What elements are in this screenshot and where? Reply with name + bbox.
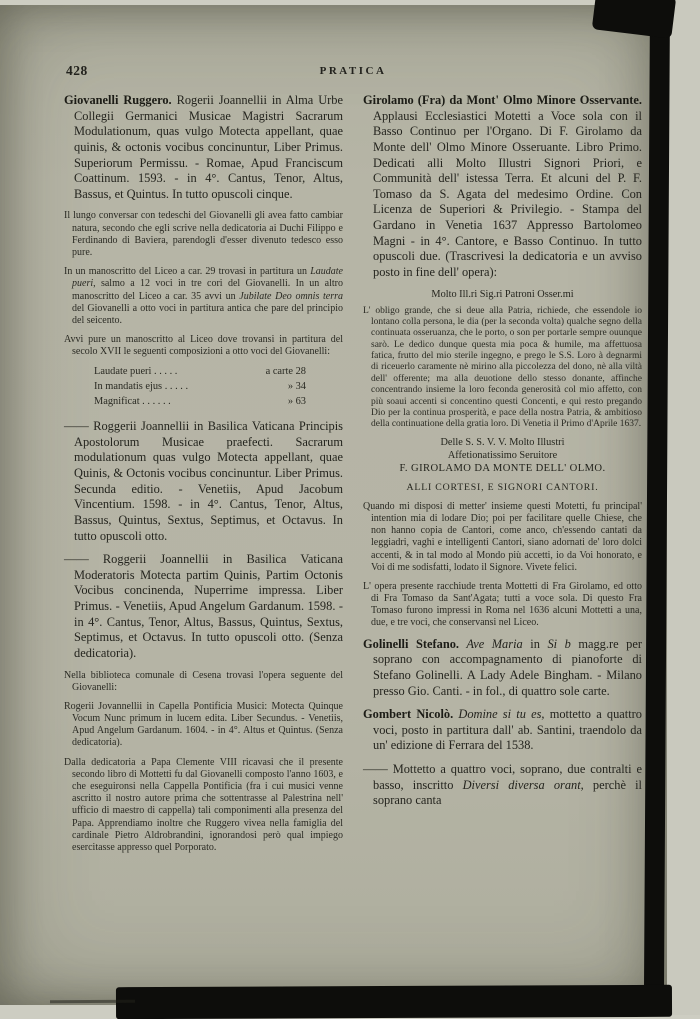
note-manoscritto-secolo-xvii	[64, 334, 343, 358]
dedication-salutation: Molto Ill.ri Sig.ri Patroni Osser.mi	[431, 288, 574, 300]
text-segment: del Giovanelli a otto voci in partitura antica che pare del principio del seicento.	[72, 302, 343, 326]
left-column	[64, 93, 343, 861]
work-list-item	[94, 395, 306, 410]
text-segment: Nella biblioteca comunale di Cesena trovasi l'opera seguente del Giovanelli:	[64, 669, 343, 693]
work-list-item	[94, 380, 306, 395]
note-capella-pontificia	[64, 701, 343, 750]
entry-girolamo-da-mont-olmo	[363, 93, 642, 281]
text-segment: Rogerii Joannellii in Alma Urbe Collegii Germanici Musicae Magistri Sacrarum Modulationum, quas vulgo Motecta appellant, quae quinis, & octonis vocibus concinuntur, Liber Primus. Superiorum Permissu. - Romae, Apud Franciscum Coattinum. 1593. - in 4°. Cantus, Tenor, Altus, Bassus, et Quintus. In tutto opuscoli cinque.	[74, 93, 343, 201]
text-segment: , salmo a 12 voci in tre cori del Giovanelli. In un altro manoscritto del Liceo a car. 35 avvi un	[72, 278, 343, 302]
text-segment: Si b	[547, 636, 571, 651]
dedication-closing-line: Affetionatissimo Seruitore	[447, 449, 558, 461]
scan-edge-shadow-bottom	[116, 985, 672, 1019]
text-segment: —— Roggerii Joannellii in Basilica Vaticana Moderatoris Motecta partim Quinis, Partim Octonis Vocibus concinenda, Nuperrime impressa. Liber Primus. - Venetiis, Apud Angelum Gardanum. 1598. - in 4°. Cantus, Tenor, Altus, Bassus, Quintus, Sextus, Septimus, et Octavus. In tutto opuscoli otto. (Senza dedicatoria).	[64, 552, 343, 660]
text-columns	[64, 93, 642, 861]
running-title: PRATICA	[319, 65, 387, 77]
work-list	[94, 365, 306, 409]
text-segment: Dalla dedicatoria a Papa Clemente VIII ricavasi che il presente secondo libro di Mottetti fu dal Giovanelli composto l'anno 1603, e che eseguironsi nella Cappella Pontificia (fra i cui musici venne ascritto il nostro autore prima che sottentrasse al Palestrina nell' ufficio di maestro di cappella) tali componimenti alla presenza del Papa. Apprendiamo inoltre che Ruggero vivea nella famiglia del cardinale Pietro Aldrobrandini, ignorandosi però qual impiego esercitasse appresso quel Porporato.	[64, 756, 343, 853]
text-segment: perchè il soprano canta	[373, 777, 642, 808]
entry-golinelli-stefano	[363, 637, 642, 700]
text-segment: Golinelli Stefano.	[363, 636, 459, 651]
note-dedicatoria-clemente-viii	[64, 757, 343, 855]
entry-gombert-mottetto	[363, 762, 642, 809]
text-segment: L' obligo grande, che si deue alla Patria, richiede, che essendole io lontano colla persona, le dia (per la seconda volta) qualche segno della continuata osseruanza, che le porto, o son per portarle sempre ouunque sarò. Le dedico dunque questa mia poca & humile, ma affettuosa fatica, frutto del mio sterile ingegno, e prego le S.S. Loro à degnarmi di riceuerlo caramente nè mirino alla piccolezza del dono, nè alla viltà dell' offerente; ma alla deuotione dello stesso donante, affinche concentrando insieme la loro feconda generosità col mio affetto, con più soaui accenti si concentino questi Concenti, e qui resto pregando Dio per la continua prosperità, e pace della nostra Patria, & ambitioso della continuatione della gratia loro. Di Venetia il Primo d'Aprile 1637.	[363, 305, 642, 430]
work-list-item	[94, 365, 306, 380]
dedication-signature: F. GIROLAMO DA MONTE DELL' OLMO.	[399, 462, 606, 474]
text-segment: Giovanelli Ruggero.	[64, 93, 172, 107]
text-segment: in	[522, 636, 548, 651]
entry-gombert-nicolo	[363, 707, 642, 754]
text-segment: Il lungo conversar con tedeschi del Giovanelli gli avea fatto cambiar natura, secondo che egli scrive nella dedicatoria ai Duchi Filippo e Ferdinando di Baviera, parendogli d'esser divenuto tedesco esso pure.	[64, 210, 343, 258]
avviso-heading: ALLI CORTESI, E SIGNORI CANTORI.	[406, 481, 599, 493]
page-number: 428	[66, 63, 88, 78]
right-column	[363, 93, 642, 861]
text-segment: Applausi Ecclesiastici Motetti a Voce sola con il Basso Continuo per l'Organo. Di F. Girolamo da Monte dell' Olmo Minore Osseruante. Libro Primo. Dedicati alli Molto Illustri Signori Priori, e Communità dell' istessa Terra. Et alcuni del P. F. Tomaso da S. Agata del medesimo Ordine. Con Licenza de Superiori & Privilegio. - Stampa del Gardano in Venetia 1637 Appresso Bartolomeo Magni - in 4°. Cantore, e Basso Continuo. In tutto opuscoli due. (Trascrivesi la dedicatoria e un avviso posto in fine dell' opera):	[373, 108, 642, 279]
dedication-closing-line: Delle S. S. V. V. Molto Illustri	[440, 436, 565, 448]
entry-joannellii-secunda-editio	[64, 419, 343, 544]
entry-joannellii-moderatoris	[64, 552, 343, 661]
note-opera-presente	[363, 581, 642, 630]
work-title: Laudate pueri . . . . .	[94, 366, 178, 378]
work-title: Magnificat . . . . . .	[94, 395, 171, 407]
text-segment: mottetto a quattro voci, posto in partitura dall' ab. Santini, traendolo da un' edizione di Ferrara del 1538.	[373, 707, 642, 753]
text-segment: In un manoscritto del Liceo a car. 29 trovasi in partitura un	[64, 266, 311, 278]
page-header	[64, 61, 642, 85]
dedication-text	[363, 306, 642, 431]
text-segment: Diversi diversa orant,	[462, 777, 584, 792]
text-segment: Rogerii Jovannellii in Capella Pontificia Musici: Motecta Quinque Vocum Nunc primum in lucem edita. Liber Secundus. - Venetiis, Apud Angelum Gardanum. 1604. - in 4°. Altus et Quintus. (Senza dedicatoria).	[64, 700, 343, 749]
text-segment: Ave Maria	[459, 636, 523, 651]
avviso-text	[363, 501, 642, 574]
entry-giovanelli-ruggero	[64, 93, 343, 202]
scan-bottom-edge-line	[50, 1000, 135, 1004]
text-segment: magg.re per soprano con accompagnamento di pianoforte di Stefano Golinelli. A Lady Adele Bingham. - Milano presso Gio. Canti. - in fol., di quattro sole carte.	[373, 636, 642, 698]
text-segment: Girolamo (Fra) da Mont' Olmo Minore Osservante.	[363, 93, 642, 107]
text-segment: Jubilate Deo omnis terra	[239, 290, 343, 302]
note-manoscritti-liceo	[64, 266, 343, 327]
page-content	[64, 61, 642, 861]
text-segment: L' opera presente racchiude trenta Mottetti di Fra Girolamo, ed otto di Fra Tomaso da Sant'Agata; tutti a voce sola. Di questo Fra Tomaso furono impressi in Roma nel 1636 alcuni Mottetti a una, due, e tre voci, che conservansi nel Liceo.	[363, 580, 642, 629]
text-segment: Domine si tu es,	[453, 707, 545, 722]
note-giovanelli-tedeschi	[64, 210, 343, 259]
scanner-background-strip	[667, 0, 700, 1015]
text-segment: Gombert Nicolò.	[363, 707, 454, 722]
work-page-ref: a carte 28	[265, 366, 306, 378]
scanned-book-page	[0, 5, 668, 1005]
text-segment: —— Roggerii Joannellii in Basilica Vaticana Principis Apostolorum Musicae praefecti. Sacrarum modulationum quas vulgo Motecta appellant, quae Quinis, & Octonis vocibus concinuntur. Liber Primus. Secunda editio. - Venetiis, Apud Jacobum Vincentium. 1598. - in 4°. Cantus, Tenor, Altus, Bassus, Quintus, Sextus, Septimus, et Octavus. In tutto opuscoli otto.	[64, 419, 343, 543]
work-page-ref: » 34	[287, 381, 306, 392]
work-page-ref: » 63	[287, 395, 306, 407]
text-segment: Avvi pure un manoscritto al Liceo dove trovansi in partitura del secolo XVII le seguenti composizioni a otto voci del Giovanelli:	[64, 334, 343, 358]
text-segment: —— Mottetto a quattro voci, soprano, due contralti e basso, inscritto	[363, 762, 642, 792]
note-biblioteca-cesena	[64, 670, 343, 694]
text-segment: Laudate pueri	[72, 266, 343, 290]
text-segment: Quando mi disposi di metter' insieme questi Motetti, fu principal' intention mia di lodare Dio; poi per facilitare quelle Chiese, che non hanno copia de Cantori, come anco, ch'essendo cantati da leggiadri, vaghi e intelligenti Cantori, siano adornati de' loro dolci accenti, & in tal modo al Mondo più accetti, io da Voi honorato, e Voi di me sodisfatti, lodato il Signore. Vivete felici.	[363, 500, 642, 573]
work-title: In mandatis ejus . . . . .	[94, 381, 189, 392]
